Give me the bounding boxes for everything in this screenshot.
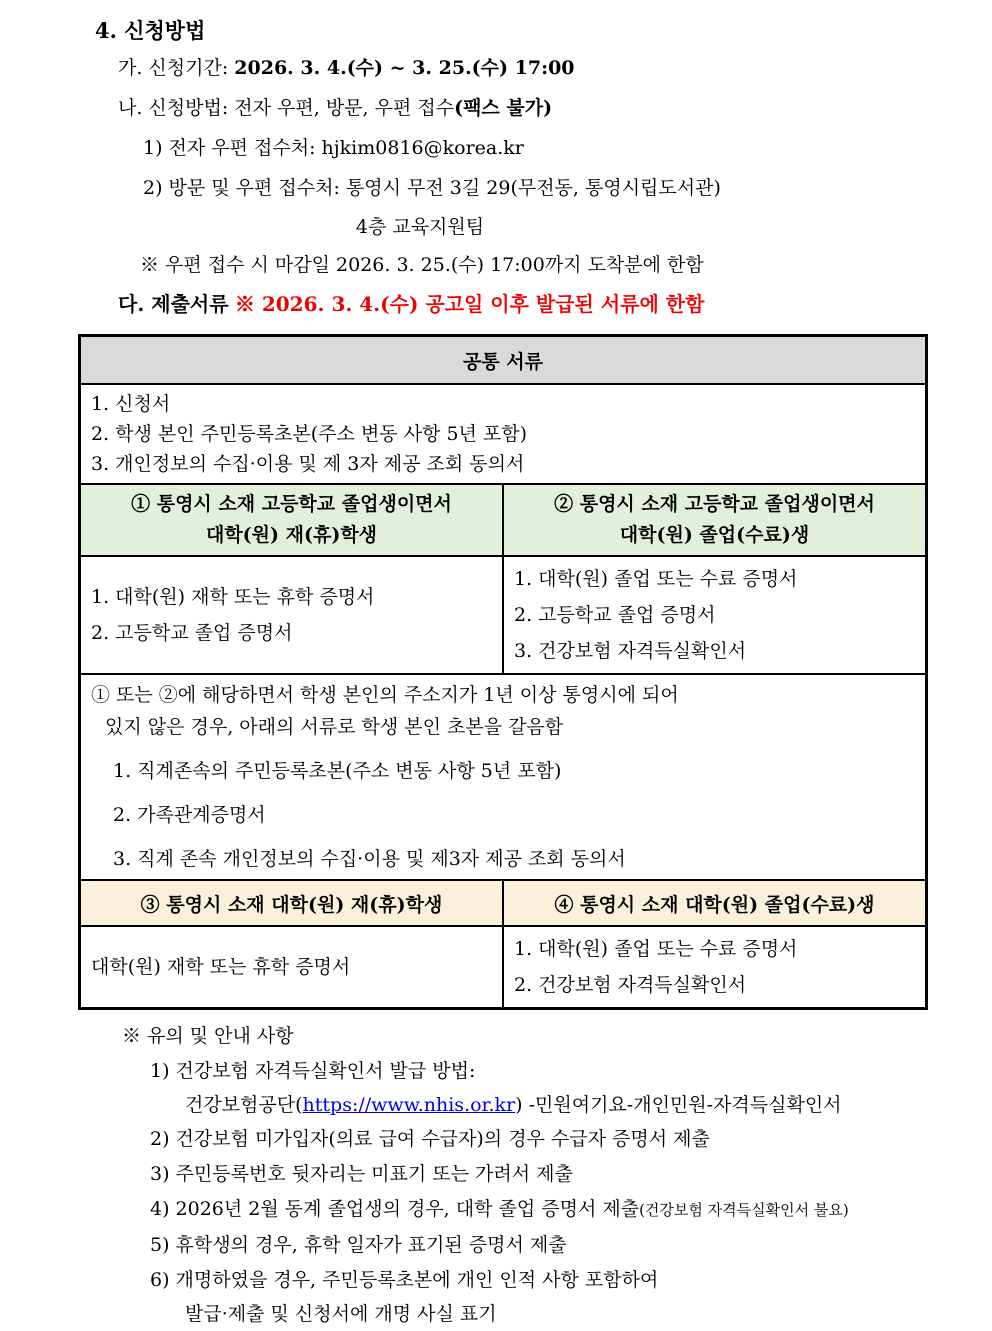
application-period-value: 2026. 3. 4.(수) ~ 3. 25.(수) 17:00 — [234, 57, 575, 79]
case4-docs-cell — [503, 926, 927, 1009]
note-1: 1) 건강보험 자격득실확인서 발급 방법: — [150, 1060, 476, 1082]
case3-docs-cell — [80, 926, 504, 1009]
issued-after-notice-warning: ※ 2026. 3. 4.(수) 공고일 이후 발급된 서류에 한함 — [234, 292, 705, 316]
notes-heading: ※ 유의 및 안내 사항 — [122, 1025, 294, 1047]
case1-header-line1: ① 통영시 소재 고등학교 졸업생이면서 — [131, 493, 452, 515]
case2-header-line1: ② 통영시 소재 고등학교 졸업생이면서 — [554, 493, 875, 515]
table-row — [80, 674, 927, 880]
exception-cell — [80, 674, 927, 880]
no-fax-note: (팩스 불가) — [454, 97, 553, 119]
case1-doc-item: 2. 고등학교 졸업 증명서 — [91, 622, 293, 644]
case2-docs-cell — [503, 556, 927, 674]
case1-docs-cell — [80, 556, 504, 674]
exception-line2: 있지 않은 경우, 아래의 서류로 학생 본인 초본을 갈음함 — [105, 716, 564, 738]
notes-section — [0, 1018, 992, 1331]
note-1-post: ) -민원여기요-개인민원-자격득실확인서 — [515, 1094, 842, 1116]
required-documents-table — [78, 334, 928, 1010]
case1-doc-item: 1. 대학(원) 재학 또는 휴학 증명서 — [91, 586, 375, 608]
submission-docs-line — [118, 284, 992, 324]
note-1-pre: 건강보험공단( — [185, 1094, 303, 1116]
case4-doc-item: 1. 대학(원) 졸업 또는 수료 증명서 — [514, 938, 798, 960]
table-row — [80, 484, 927, 556]
visit-mail-address-line: 2) 방문 및 우편 접수처: 통영시 무전 3길 29(무전동, 통영시립도서관) — [143, 177, 721, 199]
table-row — [80, 384, 927, 484]
application-period-line — [118, 48, 992, 88]
common-docs-cell — [80, 384, 927, 484]
table-row — [80, 336, 927, 385]
common-doc-item: 2. 학생 본인 주민등록초본(주소 변동 사항 5년 포함) — [91, 423, 528, 445]
common-doc-item: 3. 개인정보의 수집·이용 및 제 3자 제공 조회 동의서 — [91, 453, 525, 475]
exception-item: 1. 직계존속의 주민등록초본(주소 변동 사항 5년 포함) — [113, 760, 562, 782]
case2-doc-item: 1. 대학(원) 졸업 또는 수료 증명서 — [514, 568, 798, 590]
case1-header-line2: 대학(원) 재(휴)학생 — [205, 524, 378, 546]
application-method-text: 나. 신청방법: 전자 우편, 방문, 우편 접수 — [118, 97, 455, 119]
address-continuation-line: 4층 교육지원팀 — [355, 216, 485, 238]
common-doc-item: 1. 신청서 — [91, 393, 171, 415]
note-6-continuation: 발급·제출 및 신청서에 개명 사실 표기 — [185, 1303, 497, 1325]
note-4-main: 4) 2026년 2월 동계 졸업생의 경우, 대학 졸업 증명서 제출 — [150, 1198, 640, 1220]
note-5: 5) 휴학생의 경우, 휴학 일자가 표기된 증명서 제출 — [150, 1234, 567, 1256]
section-title: 4. 신청방법 — [95, 18, 206, 43]
case4-header-cell: ④ 통영시 소재 대학(원) 졸업(수료)생 — [503, 880, 927, 926]
case2-doc-item: 2. 고등학교 졸업 증명서 — [514, 604, 716, 626]
note-2: 2) 건강보험 미가입자(의료 급여 수급자)의 경우 수급자 증명서 제출 — [150, 1128, 710, 1150]
exception-item: 3. 직계 존속 개인정보의 수집·이용 및 제3자 제공 조회 동의서 — [113, 848, 626, 870]
exception-item: 2. 가족관계증명서 — [113, 804, 266, 826]
exception-line1: ① 또는 ②에 해당하면서 학생 본인의 주소지가 1년 이상 통영시에 되어 — [91, 684, 679, 706]
note-4-small: (건강보험 자격득실확인서 불요) — [639, 1201, 849, 1219]
note-3: 3) 주민등록번호 뒷자리는 미표기 또는 가려서 제출 — [150, 1163, 573, 1185]
note-1-continuation — [185, 1089, 992, 1122]
case4-doc-item: 2. 건강보험 자격득실확인서 — [514, 974, 747, 996]
nhis-link[interactable]: https://www.nhis.or.kr — [302, 1094, 516, 1116]
note-4 — [150, 1192, 992, 1228]
case3-header-cell: ③ 통영시 소재 대학(원) 재(휴)학생 — [80, 880, 504, 926]
table-row — [80, 926, 927, 1009]
case2-header-cell — [503, 484, 927, 556]
note-6: 6) 개명하였을 경우, 주민등록초본에 개인 인적 사항 포함하여 — [150, 1269, 659, 1291]
email-address-line: 1) 전자 우편 접수처: hjkim0816@korea.kr — [143, 137, 524, 159]
application-period-label: 가. 신청기간: — [118, 57, 235, 79]
table-row — [80, 880, 927, 926]
case2-doc-item: 3. 건강보험 자격득실확인서 — [514, 640, 747, 662]
table-row — [80, 556, 927, 674]
mail-deadline-note: ※ 우편 접수 시 마감일 2026. 3. 25.(수) 17:00까지 도착분에 한함 — [140, 254, 704, 276]
application-method-line — [118, 88, 992, 128]
submission-docs-label: 다. 제출서류 — [118, 292, 229, 316]
case3-doc-item: 대학(원) 재학 또는 휴학 증명서 — [91, 956, 351, 978]
common-docs-header: 공통 서류 — [80, 336, 927, 385]
case2-header-line2: 대학(원) 졸업(수료)생 — [619, 524, 810, 546]
case1-header-cell — [80, 484, 504, 556]
